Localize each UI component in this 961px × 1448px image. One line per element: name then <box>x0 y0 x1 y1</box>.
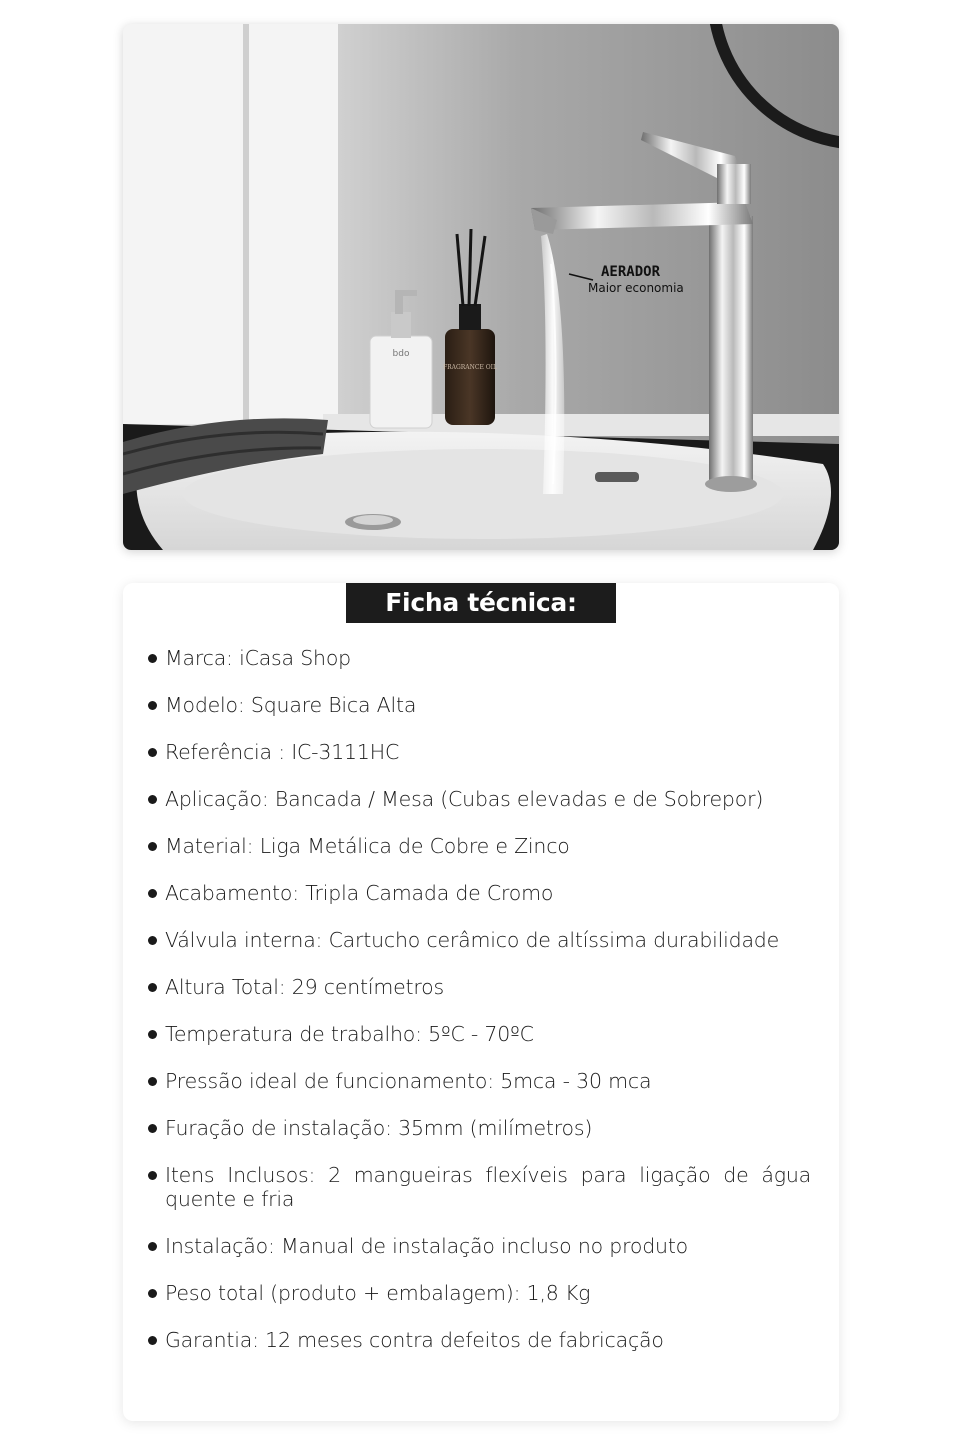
spec-text: Válvula interna: Cartucho cerâmico de altíssima durabilidade <box>165 928 780 952</box>
spec-text: Altura Total: 29 centímetros <box>165 975 444 999</box>
bottle-label: FRAGRANCE OIL <box>442 364 498 371</box>
spec-text: Temperatura de trabalho: 5ºC - 70ºC <box>165 1022 534 1046</box>
list-item <box>147 1116 811 1140</box>
aerador-callout-subtitle: Maior economia <box>588 281 684 295</box>
list-item <box>147 975 811 999</box>
list-item <box>147 1163 811 1211</box>
bullet-icon <box>148 936 157 945</box>
list-item <box>147 693 811 717</box>
list-item <box>147 1234 811 1258</box>
list-item <box>147 928 811 952</box>
list-item <box>147 787 811 811</box>
list-item <box>147 1069 811 1093</box>
faucet-illustration <box>123 24 839 550</box>
bullet-icon <box>148 983 157 992</box>
bullet-icon <box>148 1171 157 1180</box>
spec-title: Ficha técnica: <box>346 583 616 623</box>
spec-text: Marca: iCasa Shop <box>165 646 351 670</box>
list-item <box>147 646 811 670</box>
product-photo <box>123 24 839 550</box>
spec-text: Peso total (produto + embalagem): 1,8 Kg <box>165 1281 591 1305</box>
bullet-icon <box>148 748 157 757</box>
technical-sheet <box>123 583 839 1421</box>
spec-text: Acabamento: Tripla Camada de Cromo <box>165 881 554 905</box>
list-item <box>147 834 811 858</box>
spec-text: Garantia: 12 meses contra defeitos de fabricação <box>165 1328 664 1352</box>
bullet-icon <box>148 654 157 663</box>
soap-label: bdo <box>392 349 410 359</box>
bullet-icon <box>148 1336 157 1345</box>
bullet-icon <box>148 889 157 898</box>
bullet-icon <box>148 795 157 804</box>
list-item <box>147 881 811 905</box>
list-item <box>147 1281 811 1305</box>
spec-text: Instalação: Manual de instalação incluso no produto <box>165 1234 689 1258</box>
bullet-icon <box>148 842 157 851</box>
bullet-icon <box>148 1030 157 1039</box>
bullet-icon <box>148 1077 157 1086</box>
spec-text: Material: Liga Metálica de Cobre e Zinco <box>165 834 570 858</box>
list-item <box>147 740 811 764</box>
spec-text: Furação de instalação: 35mm (milímetros) <box>165 1116 593 1140</box>
list-item <box>147 1022 811 1046</box>
spec-text: Pressão ideal de funcionamento: 5mca - 30 mca <box>165 1069 652 1093</box>
list-item <box>147 1328 811 1352</box>
bullet-icon <box>148 1124 157 1133</box>
bullet-icon <box>148 1289 157 1298</box>
spec-text: Aplicação: Bancada / Mesa (Cubas elevadas e de Sobrepor) <box>165 787 764 811</box>
spec-list <box>147 646 811 1375</box>
bullet-icon <box>148 1242 157 1251</box>
aerador-callout-title: AERADOR <box>601 264 661 280</box>
spec-text: Referência : IC-3111HC <box>165 740 400 764</box>
spec-text: Modelo: Square Bica Alta <box>165 693 417 717</box>
bullet-icon <box>148 701 157 710</box>
spec-text: Itens Inclusos: 2 mangueiras flexíveis para ligação de água quente e fria <box>165 1163 811 1211</box>
